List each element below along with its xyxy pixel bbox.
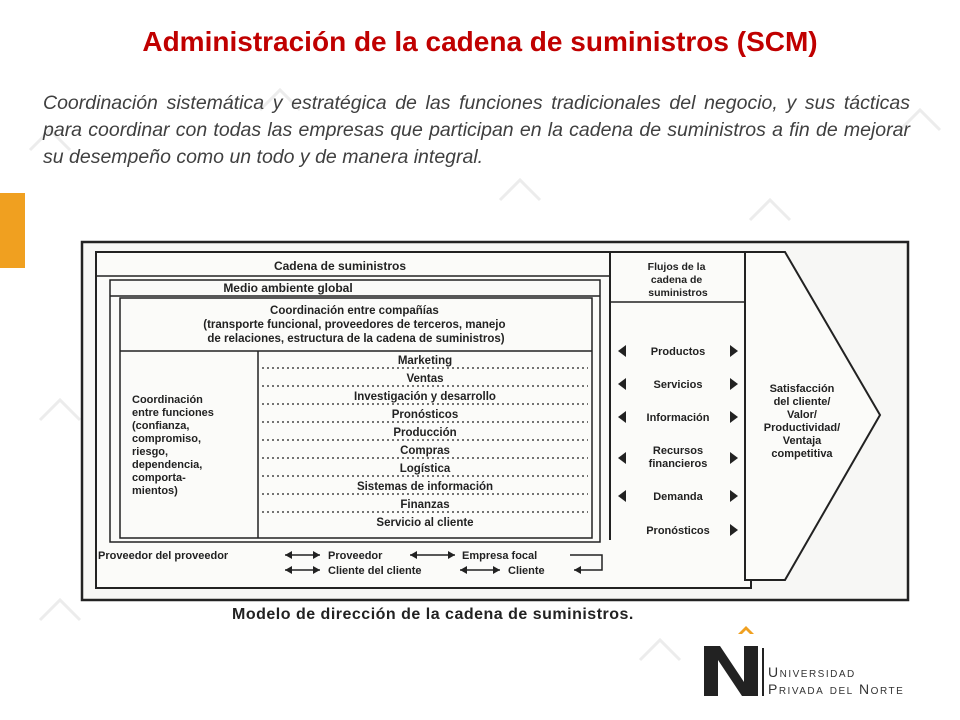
function-item: Finanzas	[400, 499, 450, 511]
flows-header-line: cadena de	[650, 274, 703, 286]
chain-node: Proveedor	[328, 550, 383, 562]
function-item: Compras	[400, 445, 450, 457]
outcome-line: Valor/	[787, 409, 817, 421]
function-item: Ventas	[406, 373, 444, 385]
flow-label: Pronósticos	[646, 525, 710, 537]
university-name-line: Privada del Norte	[768, 681, 905, 697]
function-item: Logística	[399, 463, 451, 475]
function-item: Investigación y desarrollo	[354, 391, 496, 403]
outcome-line: Satisfacción	[769, 383, 835, 395]
figure-caption: Modelo de dirección de la cadena de suministros.	[232, 606, 634, 623]
flow-label: financieros	[648, 458, 708, 470]
chain-node: Proveedor del proveedor	[98, 550, 229, 562]
flows-header-line: Flujos de la	[647, 261, 706, 273]
outcome-line: competitiva	[771, 448, 833, 460]
accent-bar	[0, 193, 25, 268]
company-coordination-line: de relaciones, estructura de la cadena de suministros)	[207, 333, 505, 345]
flow-label: Demanda	[653, 491, 703, 503]
function-coordination-line: entre funciones	[132, 407, 214, 419]
function-coordination-line: (confianza,	[132, 420, 190, 432]
flow-label: Productos	[650, 346, 706, 358]
logo-n-mark	[704, 646, 758, 696]
function-item: Pronósticos	[391, 409, 459, 421]
university-name	[768, 664, 904, 698]
chain-node: Empresa focal	[462, 550, 538, 562]
outcome-line: Productividad/	[763, 422, 841, 434]
function-coordination-line: dependencia,	[132, 459, 203, 471]
flows-header-line: suministros	[648, 287, 708, 299]
function-item: Producción	[393, 427, 457, 439]
company-coordination-line: (transporte funcional, proveedores de terceros, manejo	[203, 319, 506, 331]
supply-chain-header: Cadena de suministros	[273, 259, 407, 273]
slide-title: Administración de la cadena de suministros (SCM)	[142, 26, 818, 57]
chain-node: Cliente	[508, 565, 545, 577]
logo-accent-chevron	[738, 626, 754, 634]
function-coordination-line: comporta-	[132, 472, 186, 484]
function-item: Sistemas de información	[356, 481, 494, 493]
function-coordination-line: compromiso,	[132, 433, 202, 445]
global-environment-label: Medio ambiente global	[223, 281, 353, 295]
university-name-line: Universidad	[768, 664, 856, 680]
function-item: Servicio al cliente	[376, 517, 474, 529]
function-coordination-line: mientos)	[132, 485, 178, 497]
outcome-line: Ventaja	[782, 435, 822, 447]
company-coordination-line: Coordinación entre compañías	[270, 305, 439, 317]
function-coordination-line: riesgo,	[132, 446, 169, 458]
chain-node: Cliente del cliente	[328, 565, 422, 577]
scm-diagram	[80, 240, 912, 606]
flow-label: Información	[646, 412, 710, 424]
function-item: Marketing	[397, 355, 453, 367]
flow-label: Servicios	[653, 379, 703, 391]
slide-body-text: Coordinación sistemática y estratégica de las funciones tradicionales del negocio, y sus tácticas para coordinar con todas las empresas que participan en la cadena de suministros a fin de mejorar su desempeño como un todo y de manera integral.	[43, 92, 910, 168]
flow-label: Recursos	[652, 445, 704, 457]
function-coordination-line: Coordinación	[132, 394, 203, 406]
svg-text:Flujos de la cadena de	[648, 261, 709, 299]
outcome-line: del cliente/	[773, 396, 831, 408]
